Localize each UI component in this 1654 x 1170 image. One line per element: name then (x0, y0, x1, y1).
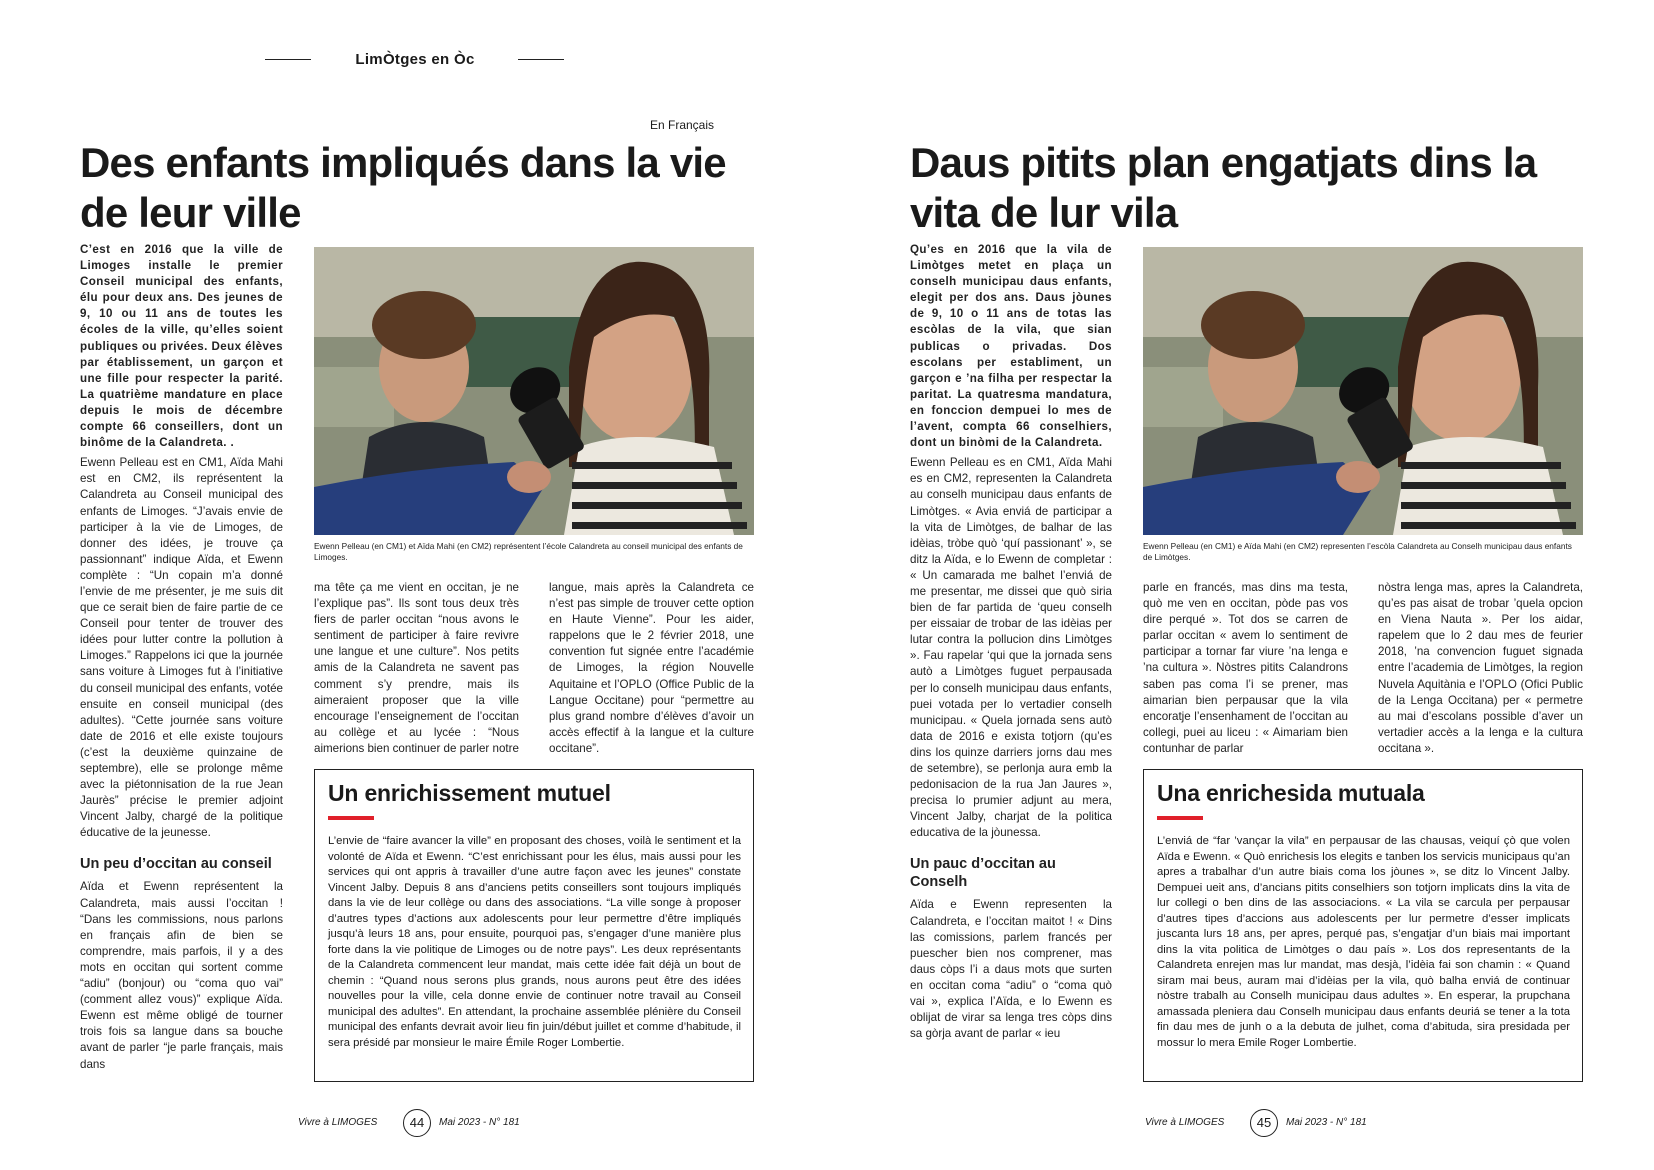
box-text: L’envie de “faire avancer la ville” en proposant des choses, voilà le sentiment et la volonté de Aïda et Ewenn. “C’est enrichissant pour les élus, mais aussi pour les services qui ont appris à travailler d’une autre façon avec les jeunes” constate Vincent Jalby. Depuis 8 ans d’anciens petits conseillers sont toujours impliqués dans la vie de leur collège ou dans des associations. “La ville songe à proposer d’autres types d’actions aux adolescents pour leur permettre d’être impliqués jusqu’à leurs 18 ans, pour ensuite, pourquoi pas, s’engager d’une manière plus forte dans la vie politique de Limoges ou de notre pays”. Les deux représentants de la Calandreta commencent leur mandat, mais cette idée fait déjà un bout de chemin : “Quand nous serons plus grands, nous aurons peut être des idées nouvelles pour la ville, cela donne envie de continuer notre travail au Conseil municipal des adultes”. En attendant, la prochaine assemblée plénière du Conseil municipal des enfants devrait avoir lieu fin juin/début juillet et comme d’habitude, il sera présidé par monsieur le maire Émile Roger Lombertie. (328, 835, 741, 1049)
box-title: Un enrichissement mutuel (328, 780, 611, 806)
children-interview-photo (314, 247, 754, 535)
article-column-3 (1378, 580, 1583, 761)
article-lead: Qu’es en 2016 que la vila de Limòtges metet en plaça un conselh municipau daus enfants, elegit per dos ans. Daus jòunes de 9, 10 o 11 ans de totas las escòlas de la vila, que sian publicas o privadas. Dos escolans per establiment, un garçon e ’na filha per respectar la paritat. La quatresma mandatura, en fonccion dempuei lo mes de l’avent, compta 66 conselhiers, dont un binòmi de la Calandreta. (910, 243, 1112, 450)
article-lead: C’est en 2016 que la ville de Limoges installe le premier Conseil municipal des enfants, élu pour deux ans. Des jeunes de 9, 10 ou 11 ans de toutes les écoles de la ville, qu’elles soient publiques ou privées. Deux élèves par établissement, un garçon et une fille pour respecter la parité. La quatrième mandature en place depuis le mois de décembre compte 66 conseillers, dont un binôme de la Calandreta. . (80, 243, 283, 450)
box-text: L’enviá de “far ’vançar la vila” en perpausar de las chausas, veiquí çò que volen Aïda e Ewenn. « Quò enrichesis los elegits e tanben los servicis municipaus qu’an apres a trabalhar d’un autre biais coma los jòunes », se ditz lo Vincent Jalby. Dempuei ueit ans, d’ancians pitits conselhiers son totjorn implicats dins la vita de lur collegi o ben dins de las associacions. « La vila se carcula per perpausar d’autres tipes d’accions aus adolescents per lur permetre d’esser implicats juscanta lurs 18 ans, per apres, perqué pas, s’engatjar d’un biais mai important dins la vita politica de Limòtges o dau país ». Los dos representants de la Calandreta enrejen mas lur mandat, mas desjà, l’idèia fai son chamin : « Quand siram mai beus, auram mai d’idèias per la vila, quò balha enviá de continuar nòstre trabalh au Conselh municipau daus adultes ». En esperar, la prupchana amassada pleniera dau Conselh municipau daus enfants deuriá se tener a la tota fin dau mes de junh o a la debuta de julhet, coma d’abituda, sira presidada per mossur lo mera Emile Roger Lombertie. (1157, 835, 1570, 1049)
article-subhead: Un peu d’occitan au conseil (80, 856, 272, 873)
footer-publication: Vivre à LIMOGES (1145, 1117, 1225, 1128)
article-title: Daus pitits plan engatjats dins la vita de lur vila (910, 139, 1537, 236)
section-rubric (265, 48, 565, 72)
article-column-2 (314, 580, 519, 761)
article-paragraph: ma tête ça me vient en occitan, je ne l’explique pas”. Ils sont tous deux très fiers de parler occitan “nous avons le sentiment de participer à faire revivre une langue et une culture”. Nos petits amis de la Calandreta ne savent pas comment s’y prendre, mais ils aimeraient proposer que la ville encourage l’enseignement de l’occitan au collège et au lycée : “Nous aimerions bien continuer de parler notre (314, 581, 519, 755)
page-footer (298, 1109, 558, 1137)
article-paragraph: parle en francés, mas dins ma testa, quò me ven en occitan, pòde pas vos dire perqué ». Tot dos se carren de parlar occitan « avem lo sentiment de participar a tornar far viure ’na lenga e ’na cultura ». Nòstres pitits Calandrons saben pas coma l’i se prener, mas aimarian bien perpausar que la vila encoratje l’ensenhament de l’occitan au collegi, puei au liceu : « Aimariam bien contunhar de parlar (1143, 581, 1348, 755)
article-column-1 (910, 242, 1112, 1046)
rubric-label: LimÒtges en Òc (355, 51, 475, 68)
article-title: Des enfants impliqués dans la vie de leur ville (80, 139, 726, 236)
sidebar-box (1143, 769, 1583, 1082)
article-paragraph: Aïda e Ewenn representen la Calandreta, e l’occitan maitot ! « Dins las comissions, parlem francés per puescher bien nos comprener, mas daus còps l’i a daus mots que surten en occitan coma “adiu” o “coma quò vai », explica l’Aïda, e lo Ewenn es oblijat de virar sa lenga tres còps dins sa gòrja avant de parlar « ieu (910, 898, 1112, 1041)
box-accent-bar (1157, 816, 1203, 820)
article-photo (314, 247, 754, 535)
footer-issue-date: Mai 2023 - N° 181 (439, 1117, 520, 1128)
article-paragraph: Ewenn Pelleau es en CM1, Aïda Mahi es en CM2, representen la Calandreta au conselh municipau daus enfants de Limòtges. « Avia enviá de participar a la vita de Limòtges, de balhar de las idèias, tròbe quò ‘quí passionant’ », se ditz la Aïda, e lo Ewenn de completar : « Un camarada me balhet l’enviá de me presentar, me dissei que quò siria bien de far partida de ‘queu conselh per eissaiar de trobar de las idèias per lutar contra la pollucion dins Limòtges ». Fau rapelar ‘qui que la jornada sens autò a Limòtges fuguet perpausada per lo conselh municipau daus enfants, puei votada per lo vertadier conselh municipau. « Quela jornada sens autò data de 2016 e exista totjorn (qu’es dins los quinze darriers jorns dau mes de setembre), se perlonja aura emb la pedonisacion de la rua Jan Jaures », precisa lo prumier adjunt au mera, Vincent Jalby, charjat de la politica educativa de la jòunessa. (910, 456, 1112, 840)
article-column-2 (1143, 580, 1348, 761)
page-right-occitan (827, 0, 1654, 1170)
footer-issue-date: Mai 2023 - N° 181 (1286, 1117, 1367, 1128)
footer-publication: Vivre à LIMOGES (298, 1117, 378, 1128)
article-paragraph: langue, mais après la Calandreta ce n’est pas simple de trouver cette option en Haute Vienne”. Pour les aider, rappelons que le 2 février 2018, une convention fut signée entre l’académie de Limoges, la région Nouvelle Aquitaine et l’OPLO (Office Public de la Langue Occitane) pour “permettre au plus grand nombre d’élèves d’avoir un accès effectif à la langue et la culture occitane”. (549, 581, 754, 755)
page-number: 44 (403, 1109, 431, 1137)
rubric-rule-right (518, 59, 564, 60)
photo-caption: Ewenn Pelleau (en CM1) et Aïda Mahi (en CM2) représentent l’école Calandreta au conseil municipal des enfants de Limoges. (314, 541, 743, 562)
page-footer (1145, 1109, 1405, 1137)
article-paragraph: nòstra lenga mas, apres la Calandreta, qu’es pas aisat de trobar ’quela opcion en Viena Nauta ». Per los aidar, rapelem que lo 2 dau mes de feurier 2018, ’na convencion fuguet signada entre l’academia de Limòtges, la region Nuvela Aquitània e l’OPLO (Ofici Public de la Lenga Occitana) per « permetre au mai d’escolans possible d’aver un vertadier accès a la lenga e la cultura occitana ». (1378, 581, 1583, 755)
article-column-3 (549, 580, 754, 761)
article-column-1 (80, 242, 283, 1077)
page-number: 45 (1250, 1109, 1278, 1137)
language-label: En Français (650, 118, 715, 132)
article-subhead: Un pauc d’occitan au Conselh (910, 856, 1056, 891)
box-accent-bar (328, 816, 374, 820)
box-title: Una enrichesida mutuala (1157, 780, 1425, 806)
sidebar-box (314, 769, 754, 1082)
children-interview-photo (1143, 247, 1583, 535)
article-photo (1143, 247, 1583, 535)
photo-caption: Ewenn Pelleau (en CM1) e Aïda Mahi (en CM2) representen l’escòla Calandreta au Conselh municipau daus enfants de Limòtges. (1143, 541, 1572, 562)
article-paragraph: Ewenn Pelleau est en CM1, Aïda Mahi est en CM2, ils représentent la Calandreta au Conseil municipal des enfants de Limoges. “J’avais envie de participer à la vie de Limoges, de donner des idées, je trouve ça passionnant” indique Aïda, et Ewenn complète : “Un copain m’a donné l’envie de me présenter, je me suis dit que ce serait bien de faire partie de ce Conseil pour tenter de trouver des idées pour lutter contre la pollution à Limoges.” Rappelons ici que la journée sans voiture à Limoges fut à l’initiative du conseil municipal des enfants, votée ensuite en conseil municipal (des adultes). “Cette journée sans voiture date de 2016 et elle existe toujours (c’est la deuxième quinzaine de septembre), elle se prolonge même avec la piétonnisation de la rue Jean Jaurès” précise le premier adjoint Vincent Jalby, chargé de la politique éducative de la jeunesse. (80, 456, 283, 840)
article-paragraph: Aïda et Ewenn représentent la Calandreta, mais aussi l’occitan ! “Dans les commissions, nous parlons en français afin de bien se comprendre, mais parfois, il y a des mots en occitan qui sortent comme “adiu” (bonjour) ou “coma quo vai” (comment allez vous)” explique Aïda. Ewenn est même obligé de tourner trois fois sa langue dans sa bouche avant de parler “je parle français, mais dans (80, 880, 283, 1071)
